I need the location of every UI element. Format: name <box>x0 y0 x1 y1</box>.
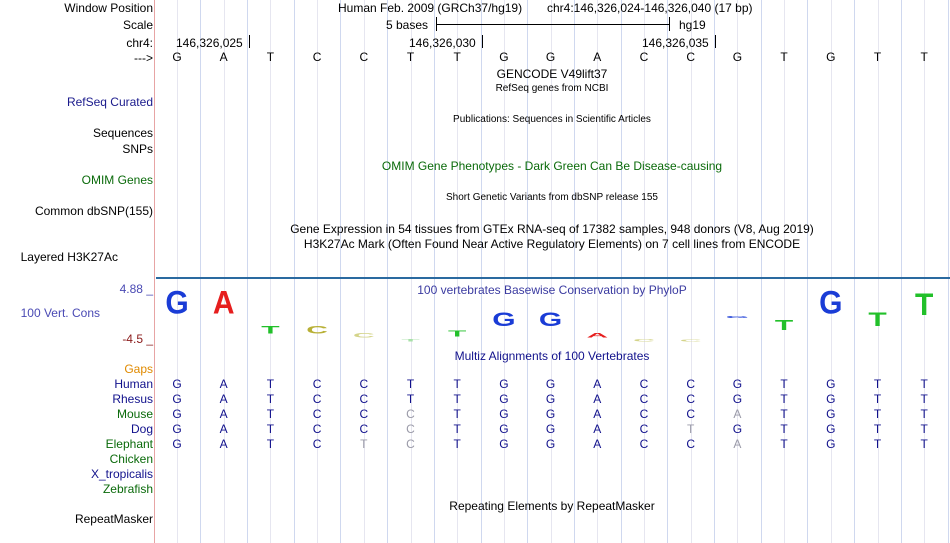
alignment-base: A <box>219 437 228 451</box>
cons-label[interactable]: 100 Vert. Cons <box>20 306 100 320</box>
alignment-base: C <box>359 377 369 391</box>
species-label[interactable]: Dog <box>130 422 153 436</box>
species-label[interactable]: Zebrafish <box>102 482 153 496</box>
chrom-label: chr4: <box>126 36 153 50</box>
window-position-label: Window Position <box>64 1 153 15</box>
alignment-base: T <box>873 422 882 436</box>
alignment-base: G <box>172 437 182 451</box>
conservation-base: T <box>868 308 887 331</box>
alignment-base: T <box>780 437 788 451</box>
alignment-base: C <box>406 407 415 421</box>
species-label[interactable]: Elephant <box>105 437 153 451</box>
alignment-base: G <box>545 407 556 421</box>
alignment-base: G <box>499 392 509 406</box>
conservation-base: A <box>212 285 235 322</box>
ruler-tick-mark-1 <box>249 35 250 48</box>
species-label[interactable]: Human <box>114 377 153 391</box>
sequences-label[interactable]: Sequences <box>92 126 153 140</box>
dbsnp-title[interactable]: Short Genetic Variants from dbSNP release 155 <box>446 192 658 203</box>
alignment-base: T <box>873 392 882 406</box>
alignment-base: A <box>593 377 602 391</box>
alignment-base: T <box>920 437 928 451</box>
alignment-base: A <box>593 392 602 406</box>
alignment-base: G <box>826 437 836 451</box>
alignment-base: A <box>219 392 228 406</box>
alignment-base: T <box>453 392 461 406</box>
alignment-base: A <box>219 377 228 391</box>
alignment-base: A <box>219 422 228 436</box>
multiz-title[interactable]: Multiz Alignments of 100 Vertebrates <box>454 349 650 363</box>
alignment-base: T <box>266 407 275 421</box>
alignment-base: G <box>172 392 182 406</box>
conservation-base: T <box>774 317 794 334</box>
dbsnp-label[interactable]: Common dbSNP(155) <box>34 204 153 218</box>
scale-label: Scale <box>122 18 153 32</box>
reference-base: A <box>593 50 602 64</box>
species-label[interactable]: Chicken <box>109 452 153 466</box>
window-position: chr4:146,326,024-146,326,040 (17 bp) <box>547 1 753 15</box>
scale-bar <box>436 24 669 25</box>
reference-base: G <box>172 50 182 64</box>
assembly-title: Human Feb. 2009 (GRCh37/hg19) <box>338 1 523 15</box>
alignment-base: C <box>639 437 649 451</box>
alignment-base: G <box>732 392 743 406</box>
alignment-base: T <box>873 407 882 421</box>
alignment-base: C <box>639 422 649 436</box>
alignment-base: T <box>780 407 788 421</box>
alignment-base: T <box>780 422 788 436</box>
conservation-base: T <box>448 329 467 339</box>
alignment-base: C <box>312 392 322 406</box>
alignment-base: G <box>499 437 509 451</box>
conservation-base: C <box>352 332 375 340</box>
alignment-base: T <box>266 392 275 406</box>
tracks-image[interactable] <box>156 0 950 543</box>
alignment-base: G <box>732 422 743 436</box>
conservation-base: T <box>401 338 420 342</box>
scale-text: 5 bases <box>386 18 429 32</box>
refseq-subtitle[interactable]: RefSeq genes from NCBI <box>495 83 609 94</box>
conservation-base: G <box>819 285 843 322</box>
repeatmasker-label[interactable]: RepeatMasker <box>74 512 153 526</box>
ruler-tick-3: 146,326,035 <box>642 36 709 50</box>
reference-base: T <box>920 50 928 64</box>
alignment-base: T <box>266 422 275 436</box>
alignment-base: G <box>545 392 556 406</box>
alignment-base: T <box>920 422 928 436</box>
alignment-base: G <box>826 422 836 436</box>
species-label[interactable]: X_tropicalis <box>90 467 153 481</box>
publications-title[interactable]: Publications: Sequences in Scientific Articles <box>453 114 651 125</box>
alignment-base: T <box>920 392 928 406</box>
alignment-base: A <box>219 407 228 421</box>
conservation-base: G <box>725 315 750 319</box>
alignment-base: C <box>359 392 369 406</box>
alignment-base: C <box>639 392 649 406</box>
alignment-base: C <box>639 377 649 391</box>
label-separator <box>154 0 155 543</box>
alignment-base: T <box>453 422 461 436</box>
reference-base: G <box>545 50 556 64</box>
conservation-base: T <box>261 323 280 336</box>
alignment-base: C <box>406 437 415 451</box>
alignment-base: G <box>826 377 836 391</box>
conservation-base: C <box>306 323 328 336</box>
gaps-label[interactable]: Gaps <box>124 362 153 376</box>
alignment-base: T <box>266 437 275 451</box>
reference-base: C <box>312 50 322 64</box>
alignment-base: C <box>686 377 696 391</box>
alignment-base: G <box>826 407 836 421</box>
alignment-base: T <box>920 407 928 421</box>
scale-bar-right-tick <box>669 17 670 31</box>
reference-base: G <box>732 50 743 64</box>
snps-label[interactable]: SNPs <box>122 142 153 156</box>
reference-base: G <box>826 50 836 64</box>
reference-base: C <box>639 50 649 64</box>
alignment-base: A <box>593 407 602 421</box>
track-labels <box>0 0 155 543</box>
alignment-base: T <box>873 437 882 451</box>
alignment-base: T <box>266 377 275 391</box>
alignment-base: G <box>172 422 182 436</box>
alignment-base: C <box>686 392 696 406</box>
ruler-tick-mark-3 <box>715 35 716 48</box>
alignment-base: T <box>406 377 415 391</box>
alignment-base: T <box>453 407 461 421</box>
alignment-base: T <box>687 422 695 436</box>
alignment-base: C <box>312 422 322 436</box>
alignment-base: T <box>780 392 788 406</box>
refseq-label[interactable]: RefSeq Curated <box>66 95 153 109</box>
reference-base: G <box>499 50 509 64</box>
gencode-title[interactable]: GENCODE V49lift37 <box>496 67 608 81</box>
conservation-base: T <box>915 288 934 323</box>
alignment-base: G <box>545 377 556 391</box>
scale-bar-left-tick <box>436 17 437 31</box>
alignment-base: T <box>780 377 788 391</box>
alignment-base: A <box>593 437 602 451</box>
alignment-base: G <box>732 377 743 391</box>
gtex-title[interactable]: Gene Expression in 54 tissues from GTEx RNA-seq of 17382 samples, 948 donors (V8, Aug 2019) <box>290 222 814 236</box>
conservation-base: C <box>679 339 702 343</box>
reference-base: A <box>219 50 228 64</box>
ruler-tick-mark-2 <box>482 35 483 48</box>
alignment-base: C <box>359 407 369 421</box>
species-label[interactable]: Rhesus <box>112 392 153 406</box>
phylop-title[interactable]: 100 vertebrates Basewise Conservation by PhyloP <box>417 283 687 297</box>
omim-label[interactable]: OMIM Genes <box>81 173 153 187</box>
conservation-base: C <box>633 338 655 342</box>
alignment-base: T <box>453 437 461 451</box>
repeatmasker-title[interactable]: Repeating Elements by RepeatMasker <box>449 499 655 513</box>
alignment-base: C <box>406 422 415 436</box>
alignment-base: T <box>920 377 928 391</box>
conservation-base: G <box>165 285 189 322</box>
alignment-base: T <box>406 392 415 406</box>
alignment-base: C <box>686 407 696 421</box>
reference-base: T <box>453 50 461 64</box>
alignment-base: G <box>499 407 509 421</box>
alignment-base: T <box>360 437 368 451</box>
reference-base: T <box>266 50 275 64</box>
alignment-base: C <box>312 377 322 391</box>
alignment-base: G <box>545 437 556 451</box>
h3k27-title[interactable]: H3K27Ac Mark (Often Found Near Active Regulatory Elements) on 7 cell lines from ENCODE <box>303 237 801 251</box>
reference-base: T <box>780 50 788 64</box>
conservation-base: G <box>538 308 563 331</box>
h3k27-label[interactable]: Layered H3K27Ac <box>20 250 118 264</box>
alignment-base: A <box>733 437 742 451</box>
db-label: hg19 <box>679 18 706 32</box>
cons-max-label: 4.88 _ <box>119 282 153 296</box>
alignment-base: A <box>593 422 602 436</box>
reference-base: C <box>359 50 369 64</box>
conservation-base: G <box>492 308 516 331</box>
strand-label[interactable]: ---> <box>134 51 153 65</box>
reference-base: T <box>406 50 415 64</box>
alignment-base: C <box>312 407 322 421</box>
reference-base: T <box>873 50 882 64</box>
alignment-base: G <box>172 377 182 391</box>
alignment-base: T <box>873 377 882 391</box>
conservation-base: A <box>586 332 609 340</box>
species-label[interactable]: Mouse <box>116 407 153 421</box>
cons-min-label: -4.5 _ <box>122 332 153 346</box>
ruler-tick-1: 146,326,025 <box>176 36 243 50</box>
alignment-base: C <box>639 407 649 421</box>
alignment-base: C <box>359 422 369 436</box>
alignment-base: G <box>826 392 836 406</box>
track-divider <box>156 277 950 279</box>
alignment-base: C <box>686 437 696 451</box>
alignment-base: G <box>499 377 509 391</box>
alignment-base: T <box>453 377 461 391</box>
reference-base: C <box>686 50 696 64</box>
omim-title[interactable]: OMIM Gene Phenotypes - Dark Green Can Be Disease-causing <box>381 159 723 173</box>
alignment-base: G <box>499 422 509 436</box>
alignment-base: C <box>312 437 322 451</box>
ruler-tick-2: 146,326,030 <box>409 36 476 50</box>
alignment-base: A <box>733 407 742 421</box>
alignment-base: G <box>172 407 182 421</box>
alignment-base: G <box>545 422 556 436</box>
